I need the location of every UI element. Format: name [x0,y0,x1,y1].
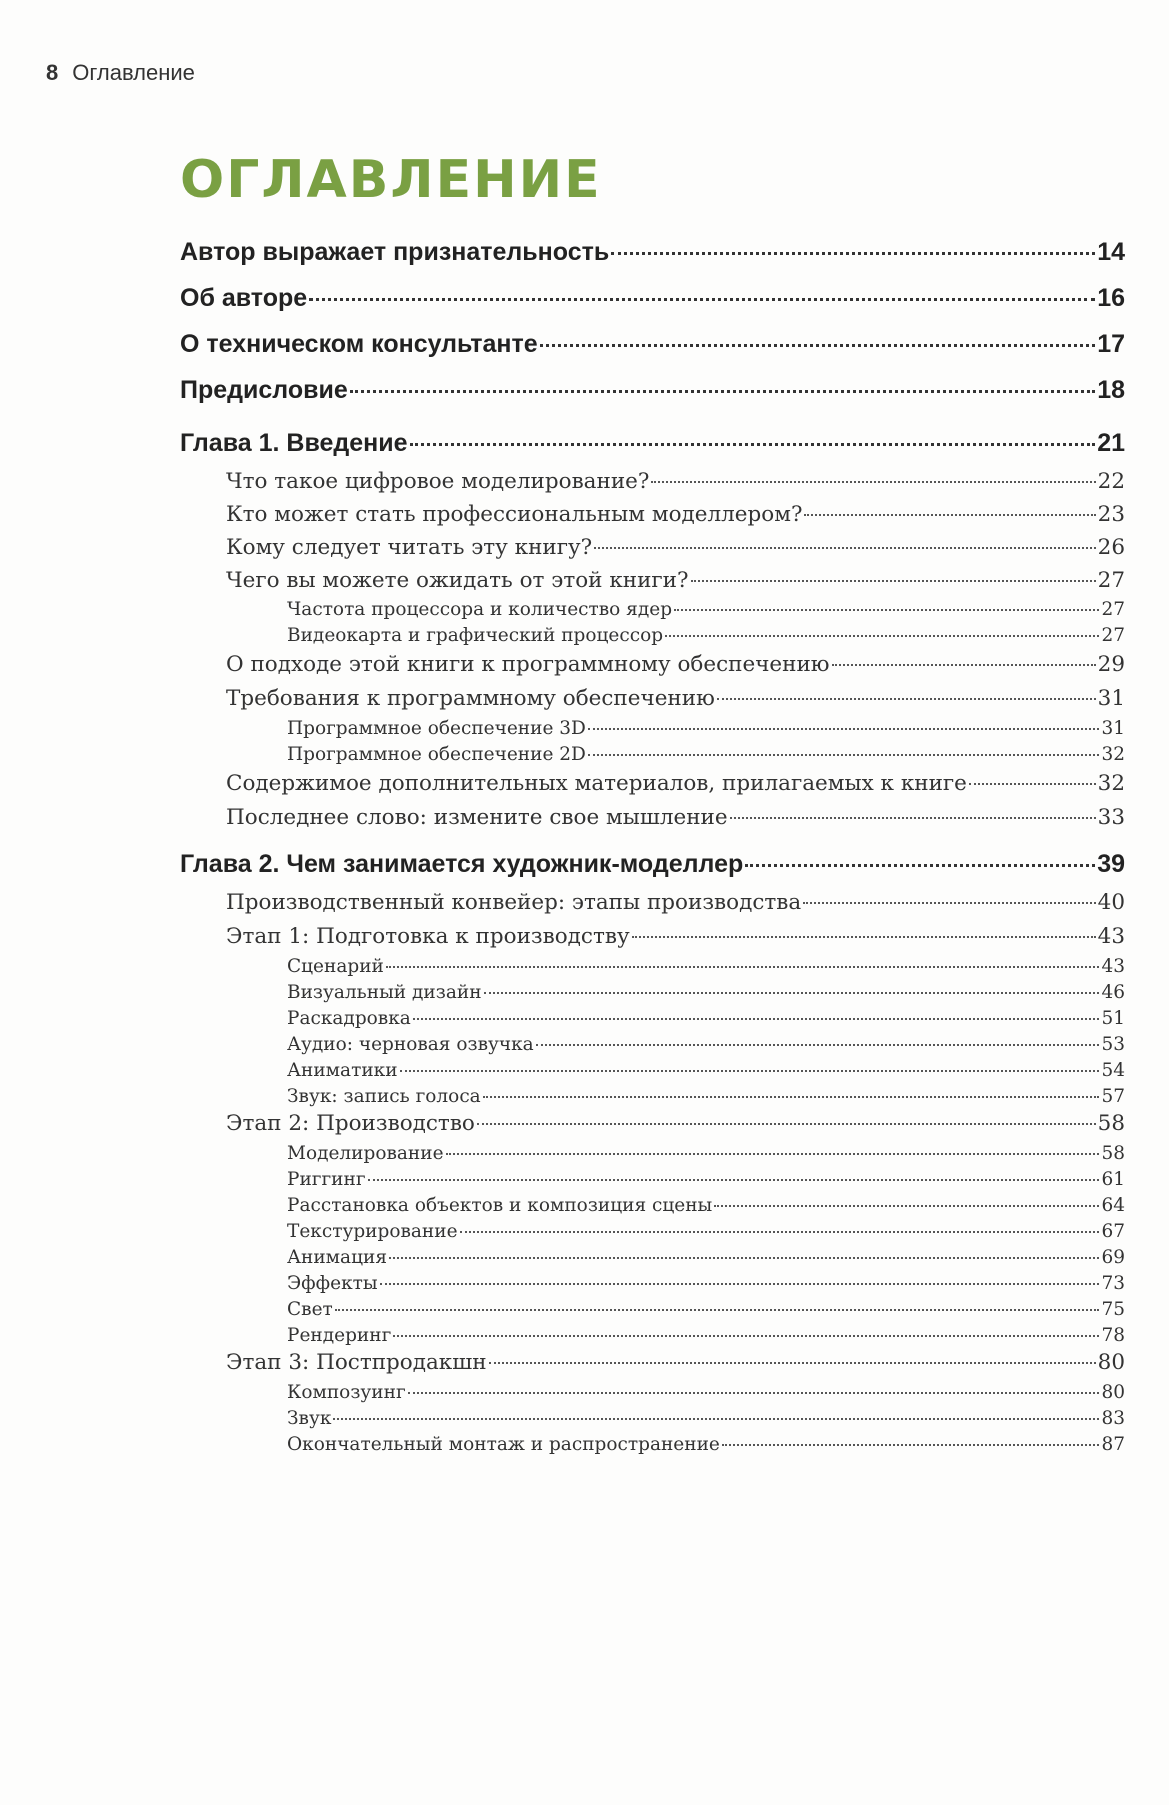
toc-entry-label: Эффекты [287,1273,378,1294]
dot-leader [651,481,1095,483]
dot-leader [489,1362,1096,1364]
dot-leader [483,1096,1100,1098]
toc-entry-label: Аудио: черновая озвучка [287,1034,534,1055]
toc-entry-label: Раскадровка [287,1008,411,1029]
dot-leader [446,1153,1100,1155]
dot-leader [717,698,1096,700]
toc-entry [287,1008,1125,1029]
toc-entry [287,1273,1125,1294]
toc-entry [287,1034,1125,1055]
dot-leader [309,298,1095,301]
toc-entry [180,850,1125,879]
toc-entry [180,238,1125,267]
dot-leader [350,390,1095,393]
toc-entry-label: Расстановка объектов и композиция сцены [287,1195,713,1216]
dot-leader [410,443,1096,446]
toc-entry-label: Программное обеспечение 2D [287,744,586,765]
toc-entry [226,535,1125,560]
toc-entry-page: 27 [1101,599,1125,620]
toc-entry [287,1195,1125,1216]
toc-entry-page: 58 [1097,1111,1125,1136]
dot-leader [969,783,1096,785]
toc-entry-label: Окончательный монтаж и распространение [287,1434,720,1455]
dot-leader [540,344,1096,347]
toc-entry [226,502,1125,527]
toc-entry [287,1143,1125,1164]
toc-entry-page: 80 [1097,1350,1125,1375]
toc-entry [287,1086,1125,1107]
toc-entry-label: Этап 1: Подготовка к производству [226,924,630,949]
toc-entry-label: Аниматики [287,1060,398,1081]
toc-entry-label: Видеокарта и графический процессор [287,625,664,646]
toc-entry-page: 16 [1097,284,1125,312]
toc-entry-label: Звук: запись голоса [287,1086,481,1107]
running-head-section: Оглавление [72,60,195,85]
toc-entry [287,1408,1125,1429]
dot-leader [722,1444,1100,1446]
dot-leader [611,252,1095,255]
toc-entry-label: Сценарий [287,956,384,977]
toc-entry-page: 58 [1101,1143,1125,1164]
toc-entry-label: Предисловие [180,376,348,404]
dot-leader [832,664,1096,666]
toc-entry-page: 18 [1097,376,1125,404]
page-number: 8 [46,60,59,85]
toc-entry-page: 67 [1101,1221,1125,1242]
toc-entry-label: О подходе этой книги к программному обеспечению [226,652,830,677]
toc-entry-label: О техническом консультанте [180,330,538,358]
toc-entry-page: 27 [1101,625,1125,646]
toc-entry [226,805,1125,830]
toc-entry [226,568,1125,593]
toc-entry-page: 23 [1097,502,1125,527]
dot-leader [632,936,1096,938]
toc-entry [180,376,1125,405]
toc-entry-label: Рендеринг [287,1325,392,1346]
dot-leader [665,635,1099,637]
dot-leader [408,1392,1100,1394]
toc-entry-page: 32 [1101,744,1125,765]
toc-entry-label: Требования к программному обеспечению [226,686,715,711]
toc-entry-label: Моделирование [287,1143,444,1164]
toc-entry [287,1382,1125,1403]
toc-entry [287,1169,1125,1190]
toc-entry [287,1299,1125,1320]
toc-entry-page: 51 [1101,1008,1125,1029]
toc-entry-label: Программное обеспечение 3D [287,718,586,739]
dot-leader [413,1018,1100,1020]
toc-entry-page: 26 [1097,535,1125,560]
toc-entry-label: Глава 1. Введение [180,429,408,457]
toc-entry [180,429,1125,458]
toc-entry-page: 29 [1097,652,1125,677]
toc-entry [287,599,1125,620]
toc-entry-page: 43 [1101,956,1125,977]
page-title: ОГЛАВЛЕНИЕ [180,150,602,210]
toc-entry-label: Композуинг [287,1382,406,1403]
dot-leader [536,1044,1100,1046]
toc-entry-label: Текстурирование [287,1221,458,1242]
dot-leader [380,1283,1100,1285]
dot-leader [588,754,1100,756]
toc-entry-page: 80 [1101,1382,1125,1403]
toc-entry-page: 22 [1097,469,1125,494]
toc-entry-label: Производственный конвейер: этапы производства [226,890,802,915]
toc-entry [287,956,1125,977]
toc-entry [226,890,1125,915]
toc-entry-label: Этап 3: Постпродакшн [226,1350,487,1375]
toc-entry [226,652,1125,677]
dot-leader [368,1179,1100,1181]
toc-entry-label: Содержимое дополнительных материалов, прилагаемых к книге [226,771,967,796]
toc-entry-page: 21 [1097,429,1125,457]
toc-entry-label: Чего вы можете ожидать от этой книги? [226,568,689,593]
dot-leader [400,1070,1100,1072]
toc-entry-label: Кто может стать профессиональным моделлером? [226,502,803,527]
toc-entry [287,1247,1125,1268]
toc-entry-label: Анимация [287,1247,387,1268]
dot-leader [393,1335,1099,1337]
toc-entry-label: Об авторе [180,284,308,312]
dot-leader [477,1123,1096,1125]
toc-entry-page: 32 [1097,771,1125,796]
toc-entry-page: 75 [1101,1299,1125,1320]
toc-entry [287,1060,1125,1081]
toc-entry-page: 61 [1101,1169,1125,1190]
dot-leader [804,514,1095,516]
toc-entry-page: 40 [1097,890,1125,915]
toc-entry-page: 53 [1101,1034,1125,1055]
toc-entry [287,1434,1125,1455]
toc-entry [226,924,1125,949]
toc-entry-page: 69 [1101,1247,1125,1268]
toc-entry-label: Визуальный дизайн [287,982,482,1003]
dot-leader [389,1257,1099,1259]
toc-entry [180,284,1125,313]
toc-entry [287,1325,1125,1346]
toc-entry-page: 78 [1101,1325,1125,1346]
toc-entry [226,469,1125,494]
toc-entry-label: Этап 2: Производство [226,1111,475,1136]
toc-entry-label: Что такое цифровое моделирование? [226,469,650,494]
toc-entry [287,982,1125,1003]
dot-leader [730,817,1096,819]
toc-entry [287,625,1125,646]
toc-entry-label: Последнее слово: измените свое мышление [226,805,728,830]
toc-entry-label: Свет [287,1299,333,1320]
toc-entry-label: Кому следует читать эту книгу? [226,535,593,560]
toc-entry-page: 73 [1101,1273,1125,1294]
toc-entry [226,1350,1125,1375]
toc-entry-page: 83 [1101,1408,1125,1429]
dot-leader [460,1231,1100,1233]
dot-leader [484,992,1100,994]
dot-leader [745,864,1095,867]
toc-entry [287,1221,1125,1242]
toc-entry-page: 31 [1101,718,1125,739]
toc-entry-page: 46 [1101,982,1125,1003]
toc-entry-page: 43 [1097,924,1125,949]
toc-entry-page: 64 [1101,1195,1125,1216]
toc-entry-label: Автор выражает признательность [180,238,610,266]
toc-entry-label: Риггинг [287,1169,366,1190]
toc-entry-page: 87 [1101,1434,1125,1455]
dot-leader [714,1205,1099,1207]
dot-leader [588,728,1100,730]
toc-entry [226,771,1125,796]
toc-entry [226,1111,1125,1136]
dot-leader [335,1309,1100,1311]
toc-entry-page: 14 [1097,238,1125,266]
dot-leader [803,902,1095,904]
toc-entry-page: 54 [1101,1060,1125,1081]
toc-entry [287,744,1125,765]
toc-entry-page: 39 [1097,850,1125,878]
toc-entry-page: 17 [1097,330,1125,358]
dot-leader [691,580,1096,582]
toc-entry-label: Глава 2. Чем занимается художник-моделлер [180,850,744,878]
dot-leader [674,609,1099,611]
toc-entry-label: Частота процессора и количество ядер [287,599,673,620]
dot-leader [386,966,1100,968]
toc-entry [287,718,1125,739]
dot-leader [594,547,1095,549]
toc-entry-page: 27 [1097,568,1125,593]
toc-entry [226,686,1125,711]
toc-entry-label: Звук [287,1408,332,1429]
toc-entry-page: 31 [1097,686,1125,711]
toc-entry [180,330,1125,359]
dot-leader [333,1418,1099,1420]
toc-entry-page: 57 [1101,1086,1125,1107]
toc-entry-page: 33 [1097,805,1125,830]
